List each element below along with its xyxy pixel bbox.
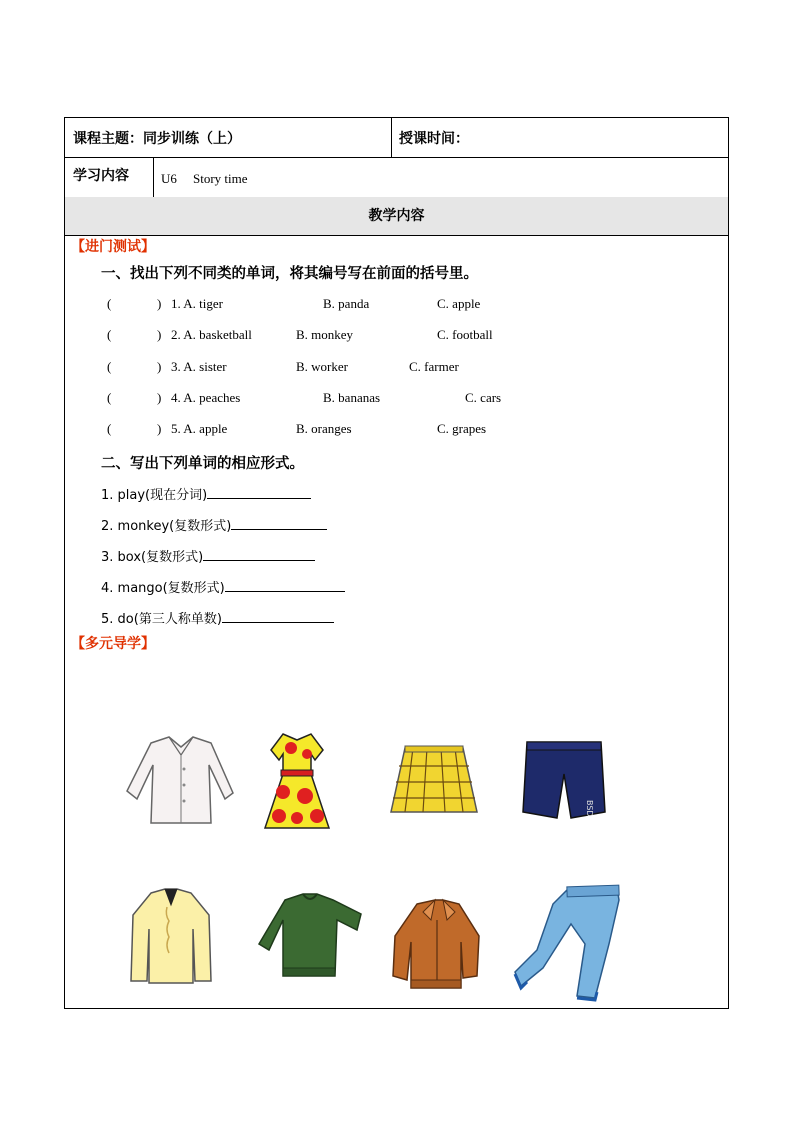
- divider: [153, 157, 154, 197]
- form-prompt: 2. monkey(复数形式): [101, 519, 232, 534]
- option-c: C. cars: [465, 390, 502, 405]
- form-prompt: 3. box(复数形式): [101, 550, 204, 565]
- bracket-close: ): [157, 327, 162, 342]
- bracket-open: (: [107, 296, 112, 311]
- question-stem: 2. A. basketball: [171, 327, 252, 342]
- topic-label: 课程主题：同步训练（上）: [73, 131, 241, 147]
- form-item: [101, 608, 334, 627]
- answer-blank[interactable]: [231, 517, 327, 530]
- bracket-open: (: [107, 421, 112, 436]
- question-stem: 4. A. peaches: [171, 390, 241, 405]
- dress-icon: [261, 730, 333, 834]
- form-prompt: 1. play(现在分词): [101, 488, 208, 503]
- option-b: B. panda: [323, 296, 370, 311]
- option-c: C. farmer: [409, 359, 459, 374]
- unit-label: U6: [161, 171, 177, 186]
- section-title: 教学内容: [368, 208, 425, 224]
- entry-test-label: 【进门测试】: [71, 239, 155, 255]
- jeans-icon: [513, 884, 629, 1004]
- blouse-icon: [125, 885, 217, 989]
- bracket-open: (: [107, 327, 112, 342]
- question-stem: 3. A. sister: [171, 359, 227, 374]
- bracket-open: (: [107, 390, 112, 405]
- skirt-icon: [387, 744, 481, 818]
- option-b: B. bananas: [323, 390, 381, 405]
- guide-label: 【多元导学】: [71, 636, 155, 652]
- lesson-table: [64, 117, 729, 1009]
- option-b: B. oranges: [296, 421, 352, 436]
- content-label: 学习内容: [73, 168, 129, 184]
- jacket-icon: [387, 896, 487, 994]
- shirt-icon: [121, 733, 239, 831]
- answer-blank[interactable]: [225, 579, 345, 592]
- option-b: B. worker: [296, 359, 348, 374]
- form-item: [101, 515, 327, 534]
- question-stem: 5. A. apple: [171, 421, 228, 436]
- header-row-topic: [65, 118, 728, 158]
- answer-blank[interactable]: [203, 548, 315, 561]
- bracket-close: ): [157, 421, 162, 436]
- form-prompt: 4. mango(复数形式): [101, 581, 225, 596]
- part1-title: 一、找出下列不同类的单词，将其编号写在前面的括号里。: [101, 266, 478, 282]
- form-prompt: 5. do(第三人称单数): [101, 612, 222, 627]
- bracket-close: ): [157, 296, 162, 311]
- svg-text:BSD: BSD: [585, 800, 594, 817]
- form-item: [101, 546, 315, 565]
- shorts-icon: [521, 738, 607, 822]
- option-c: C. grapes: [437, 421, 487, 436]
- form-item: [101, 577, 345, 596]
- part2-title: 二、写出下列单词的相应形式。: [101, 456, 304, 472]
- header-row-content: [65, 157, 728, 198]
- bracket-close: ): [157, 390, 162, 405]
- option-c: C. football: [437, 327, 493, 342]
- time-label: 授课时间：: [399, 131, 469, 147]
- divider: [391, 118, 392, 157]
- question-stem: 1. A. tiger: [171, 296, 223, 311]
- bracket-close: ): [157, 359, 162, 374]
- story-label: Story time: [193, 171, 248, 186]
- option-c: C. apple: [437, 296, 481, 311]
- answer-blank[interactable]: [222, 610, 334, 623]
- answer-blank[interactable]: [207, 486, 311, 499]
- form-item: [101, 484, 311, 503]
- bracket-open: (: [107, 359, 112, 374]
- option-b: B. monkey: [296, 327, 354, 342]
- sweater-icon: [257, 890, 367, 982]
- section-header: [65, 197, 728, 236]
